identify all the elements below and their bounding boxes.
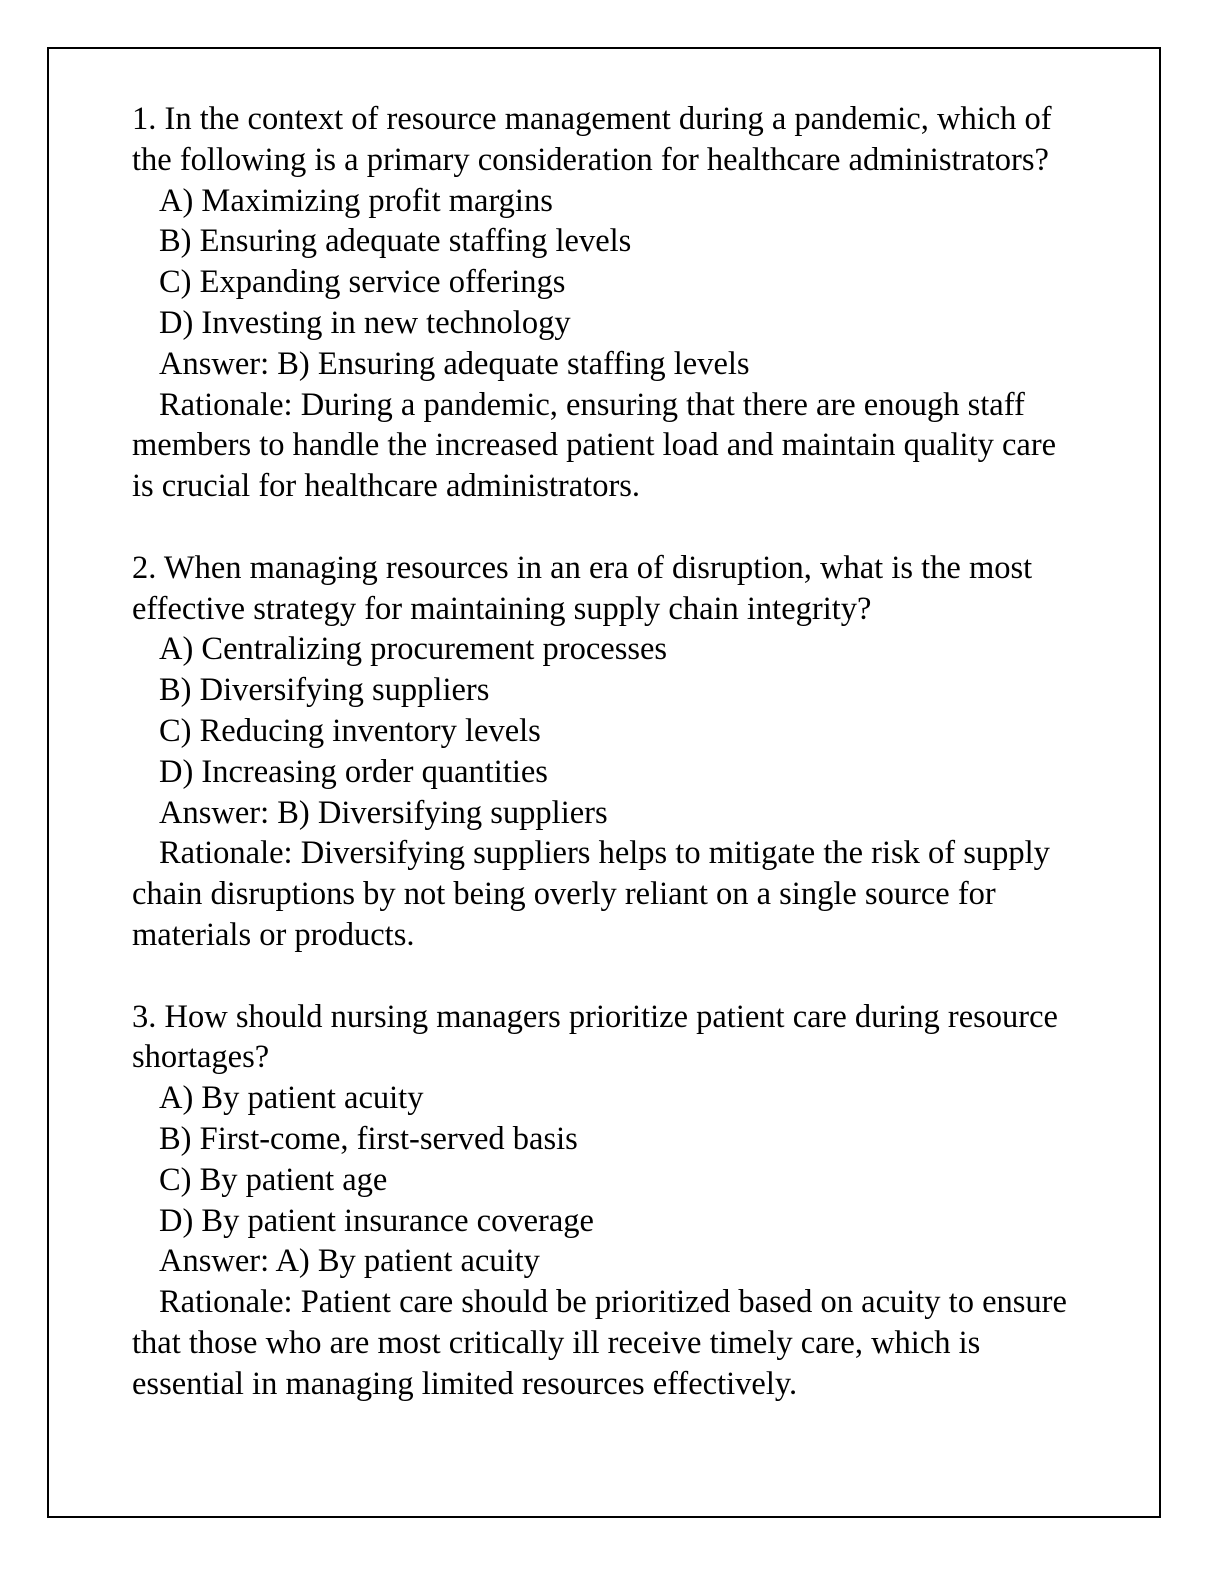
question-number: 3 . [132,999,165,1035]
question-text: When managing resources in an era of disruption, what is the most effective strategy for maintaining supply chain integrity? [132,549,1033,627]
answer-option: A) Centralizing procurement processes [159,631,668,668]
correct-answer: Answer: B) Ensuring adequate staffing levels [159,345,750,382]
answer-option: A) By patient acuity [159,1080,424,1117]
quiz-content [132,99,1072,1445]
question-stem [132,548,1072,630]
rationale-text: Rationale: During a pandemic, ensuring that there are enough staff members to handle the increased patient load and maintain quality care is crucial for healthcare administrators. [132,386,1057,505]
question-block-1 [132,99,1072,507]
answer-option: D) By patient insurance coverage [159,1202,594,1239]
question-number: 1 . [132,101,165,137]
correct-answer: Answer: A) By patient acuity [159,1243,540,1280]
answer-option: C) Expanding service offerings [159,264,566,301]
answer-option: D) Investing in new technology [159,304,571,341]
question-text: In the context of resource management during a pandemic, which of the following is a primary consideration for healthcare administrators? [132,101,1052,178]
question-stem [132,99,1072,181]
question-block-2 [132,548,1072,956]
answer-option: B) Diversifying suppliers [159,672,490,709]
correct-answer: Answer: B) Diversifying suppliers [159,794,608,831]
answer-option: C) By patient age [159,1161,388,1198]
rationale-text: Rationale: Diversifying suppliers helps to mitigate the risk of supply chain disruptions by not being overly reliant on a single source for materials or products. [132,835,1050,953]
answer-option: A) Maximizing profit margins [159,182,553,219]
question-number: 2 . [132,550,164,586]
question-text: How should nursing managers prioritize patient care during resource shortages? [132,998,1058,1076]
question-stem [132,997,1072,1079]
answer-option: B) First-come, first-served basis [159,1120,578,1157]
rationale-text: Rationale: Patient care should be prioritized based on acuity to ensure that those who are most critically ill receive timely care, which is essential in managing limited resources effectively. [132,1284,1067,1402]
answer-option: D) Increasing order quantities [159,753,548,790]
answer-option: C) Reducing inventory levels [159,712,541,749]
question-block-3 [132,997,1072,1405]
answer-option: B) Ensuring adequate staffing levels [159,223,632,260]
